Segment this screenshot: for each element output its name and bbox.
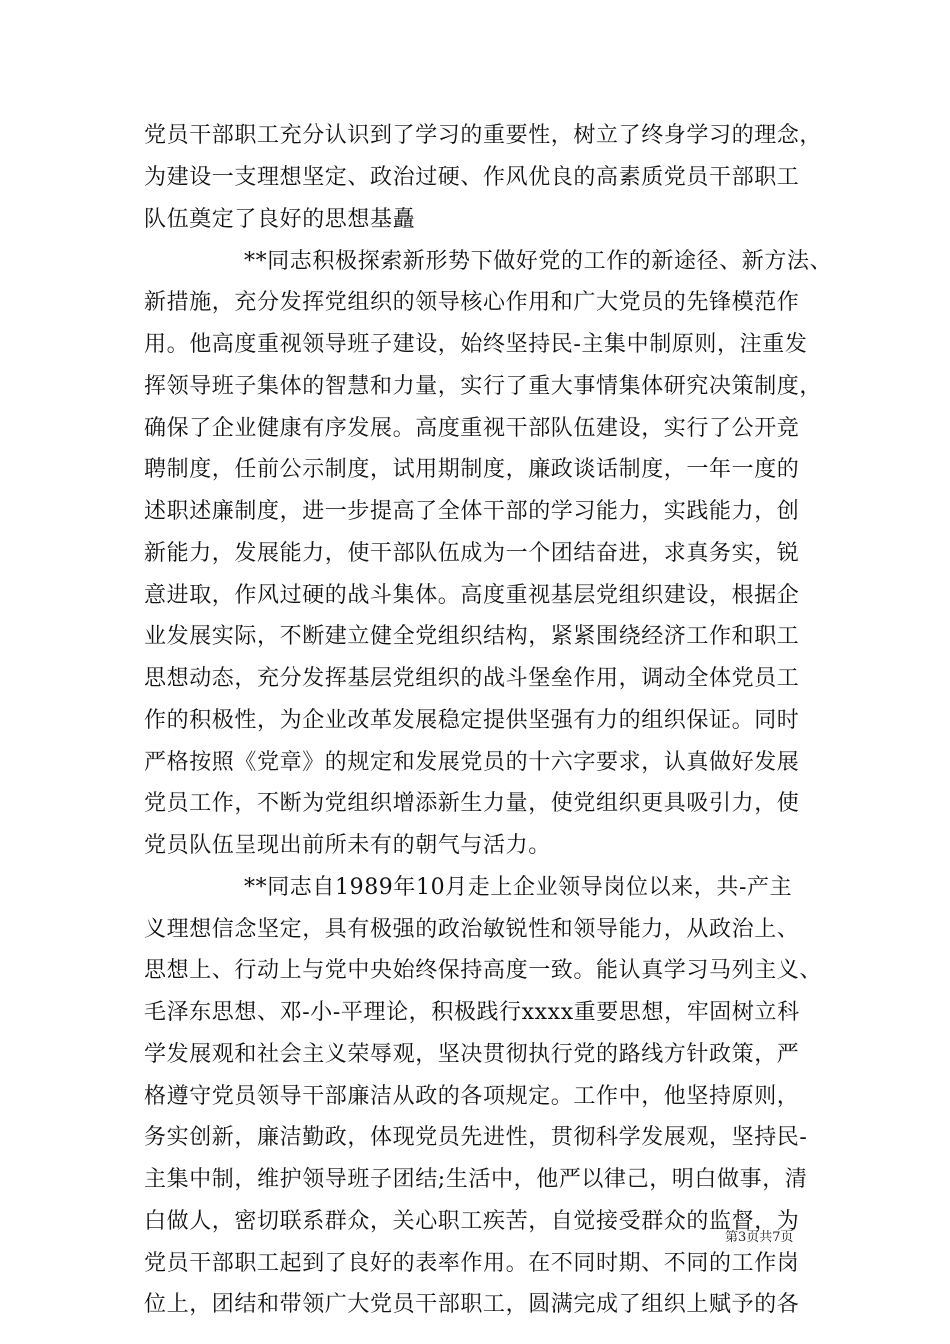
text-line: 队伍奠定了良好的思想基矗 xyxy=(144,207,416,232)
text-line: 思想动态，充分发挥基层党组织的战斗堡垒作用，调动全体党员工 xyxy=(144,666,800,691)
text-line: 新能力，发展能力，使干部队伍成为一个团结奋进，求真务实，锐 xyxy=(144,541,800,566)
text-line: 意进取，作风过硬的战斗集体。高度重视基层党组织建设，根据企 xyxy=(144,583,800,608)
text-line: 义理想信念坚定，具有极强的政治敏锐性和领导能力，从政治上、 xyxy=(144,917,800,942)
text-line: 业发展实际，不断建立健全党组织结构，紧紧围绕经济工作和职工 xyxy=(144,624,800,649)
page-number-footer: 第3页共7页 xyxy=(725,1230,794,1245)
text-line: 白做人，密切联系群众，关心职工疾苦，自觉接受群众的监督，为 xyxy=(144,1209,800,1234)
text-line: 述职述廉制度，进一步提高了全体干部的学习能力，实践能力，创 xyxy=(144,499,800,524)
text-line: 毛泽东思想、邓-小-平理论，积极践行xxxx重要思想，牢固树立科 xyxy=(144,1000,800,1025)
text-line: 严格按照《党章》的规定和发展党员的十六字要求，认真做好发展 xyxy=(144,750,800,775)
text-line: 为建设一支理想坚定、政治过硬、作风优良的高素质党员干部职工 xyxy=(144,165,800,190)
text-line: 确保了企业健康有序发展。高度重视干部队伍建设，实行了公开竞 xyxy=(144,416,800,441)
text-line: **同志积极探索新形势下做好党的工作的新途径、新方法、 xyxy=(244,249,833,274)
text-line: 作的积极性，为企业改革发展稳定提供坚强有力的组织保证。同时 xyxy=(144,708,800,733)
text-line: 格遵守党员领导干部廉洁从政的各项规定。工作中，他坚持原则， xyxy=(144,1084,800,1109)
text-line: 学发展观和社会主义荣辱观，坚决贯彻执行党的路线方针政策，严 xyxy=(144,1042,800,1067)
text-line: 挥领导班子集体的智慧和力量，实行了重大事情集体研究决策制度， xyxy=(144,374,823,399)
text-line: 党员干部职工充分认识到了学习的重要性，树立了终身学习的理念， xyxy=(144,123,823,148)
text-line: 新措施，充分发挥党组织的领导核心作用和广大党员的先锋模范作 xyxy=(144,290,800,315)
text-line: 党员队伍呈现出前所未有的朝气与活力。 xyxy=(144,833,551,858)
text-line: 党员工作，不断为党组织增添新生力量，使党组织更具吸引力，使 xyxy=(144,791,800,816)
text-line: 位上，团结和带领广大党员干部职工，圆满完成了组织上赋予的各 xyxy=(144,1292,800,1317)
text-line: **同志自1989年10月走上企业领导岗位以来，共-产主 xyxy=(244,875,793,900)
text-line: 主集中制，维护领导班子团结;生活中，他严以律己，明白做事，清 xyxy=(144,1167,808,1192)
text-line: 用。他高度重视领导班子建设，始终坚持民-主集中制原则，注重发 xyxy=(144,332,808,357)
text-line: 思想上、行动上与党中央始终保持高度一致。能认真学习马列主义、 xyxy=(144,958,823,983)
text-line: 党员干部职工起到了良好的表率作用。在不同时期、不同的工作岗 xyxy=(144,1251,800,1276)
text-line: 聘制度，任前公示制度，试用期制度，廉政谈话制度，一年一度的 xyxy=(144,457,800,482)
text-line: 务实创新，廉洁勤政，体现党员先进性，贯彻科学发展观，坚持民- xyxy=(144,1125,808,1150)
